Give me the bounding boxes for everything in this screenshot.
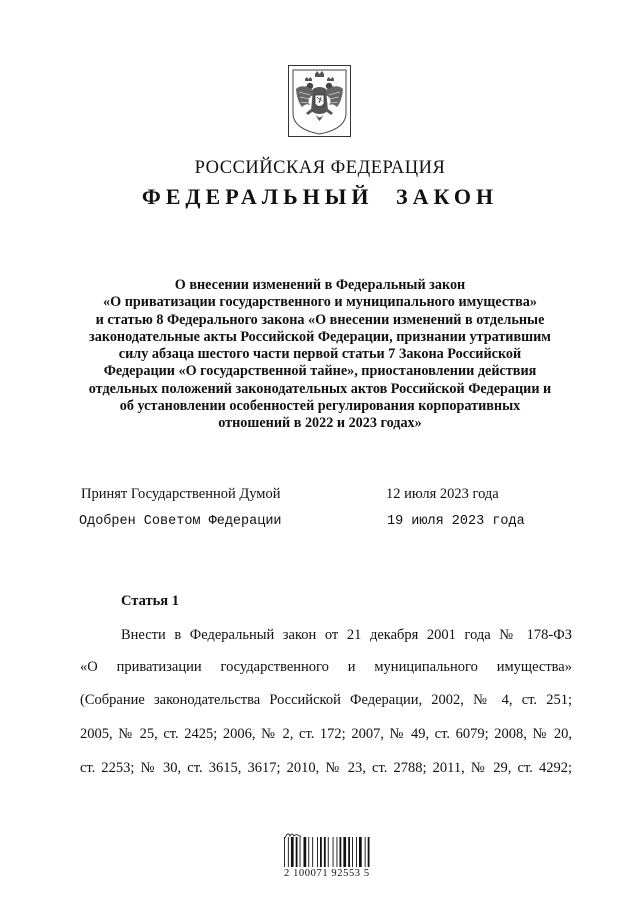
title-line: об установлении особенностей регулирования корпоративных — [119, 398, 521, 415]
title-line: и статью 8 Федерального закона «О внесении изменений в отдельные — [95, 311, 545, 328]
article-text-line: (Собрание законодательства Российской Федерации, 2002, № 4, ст. 251; — [80, 692, 572, 708]
country-name: РОССИЙСКАЯ ФЕДЕРАЦИЯ — [194, 158, 446, 178]
council-approval-date: 19 июля 2023 года — [387, 514, 525, 529]
article-text-line: «О приватизации государственного и муниципального имущества» — [80, 659, 572, 675]
article-text-line: ст. 2253; № 30, ст. 3615, 3617; 2010, № 23, ст. 2788; 2011, № 29, ст. 4292; — [80, 760, 572, 776]
title-line: «О приватизации государственного и муниципального имущества» — [103, 294, 537, 311]
duma-adoption-date: 12 июля 2023 года — [386, 486, 499, 502]
title-line: отношений в 2022 и 2023 годах» — [218, 415, 422, 432]
document-type: ФЕДЕРАЛЬНЫЙ ЗАКОН — [141, 184, 499, 209]
article-text-line: 2005, № 25, ст. 2425; 2006, № 2, ст. 172; 2007, № 49, ст. 6079; 2008, № 20, — [80, 726, 572, 742]
barcode-number: 2 100071 92553 5 — [284, 868, 370, 879]
article-heading: Статья 1 — [121, 593, 179, 609]
article-text-line: Внести в Федеральный закон от 21 декабря 2001 года № 178-ФЗ — [121, 627, 572, 643]
title-line: О внесении изменений в Федеральный закон — [174, 277, 466, 293]
title-line: законодательные акты Российской Федерации, признании утратившим — [89, 328, 551, 345]
title-line: Федерации «О государственной тайне», приостановлении действия — [103, 363, 537, 380]
title-line: силу абзаца шестого части первой статьи 7 Закона Российской — [118, 346, 522, 363]
duma-adoption-label: Принят Государственной Думой — [81, 486, 281, 502]
title-line: отдельных положений законодательных актов Российской Федерации и — [88, 380, 552, 397]
coat-of-arms-emblem — [288, 65, 351, 137]
council-approval-label: Одобрен Советом Федерации — [79, 514, 282, 529]
law-title — [70, 277, 570, 433]
